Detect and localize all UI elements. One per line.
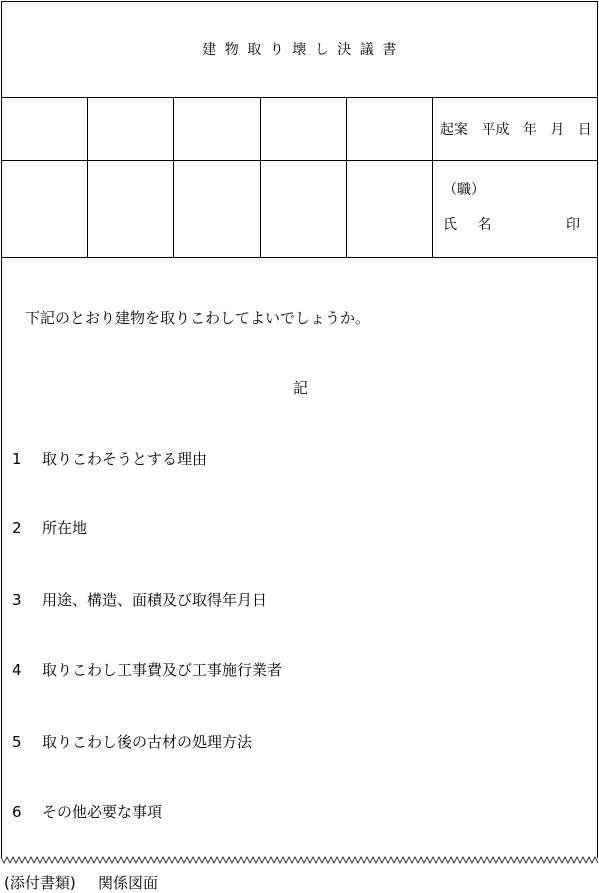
name-label: 氏 名: [443, 217, 492, 233]
approval-stamp-cell: [261, 161, 347, 257]
approval-stamp-cell: [174, 161, 261, 257]
item-number: 4: [12, 661, 22, 679]
seal-label: 印: [566, 217, 580, 233]
item-number: 5: [12, 733, 22, 751]
approval-stamp-cell: [2, 98, 88, 160]
document-title: 建物取り壊し決議書: [202, 42, 405, 58]
position-label: （職）: [443, 182, 485, 198]
approval-stamp-cell: [174, 98, 261, 160]
item-number: 2: [12, 519, 22, 537]
ki-heading: 記: [293, 379, 309, 397]
intro-sentence: 下記のとおり建物を取りこわしてよいでしょうか。: [25, 309, 371, 327]
divider-line: [1, 257, 598, 258]
item-text: その他必要な事項: [42, 803, 163, 821]
approval-stamp-cell: [347, 98, 433, 160]
item-text: 取りこわし後の古材の処理方法: [42, 733, 253, 751]
item-number: 3: [12, 591, 22, 609]
attachments-label: (添付書類): [4, 874, 76, 892]
item-text: 取りこわし工事費及び工事施行業者: [42, 661, 283, 679]
approval-stamp-cell: [88, 161, 174, 257]
torn-edge-line: [0, 854, 599, 866]
approval-stamp-cell: [347, 161, 433, 257]
draft-date-field: 起案 平成 年 月 日: [440, 122, 592, 138]
item-text: 所在地: [42, 519, 88, 537]
approval-stamp-cell: [261, 98, 347, 160]
torn-edge-zigzag: [1, 857, 598, 863]
item-text: 取りこわそうとする理由: [42, 450, 208, 468]
approval-stamp-cell: [2, 161, 88, 257]
item-number: 6: [12, 803, 22, 821]
attachments-value: 関係図面: [98, 874, 159, 892]
item-text: 用途、構造、面積及び取得年月日: [42, 591, 268, 609]
approval-stamp-cell: [88, 98, 174, 160]
item-number: 1: [12, 450, 22, 468]
